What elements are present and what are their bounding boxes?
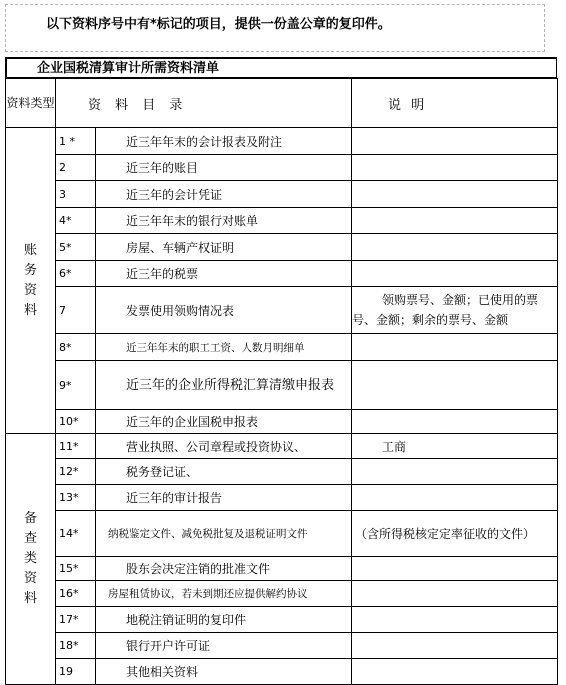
row-item: 发票使用领购情况表 bbox=[96, 287, 352, 334]
row-desc bbox=[352, 557, 558, 581]
table-row bbox=[6, 557, 558, 581]
row-number: 5* bbox=[56, 234, 96, 261]
row-number: 1 * bbox=[56, 128, 96, 155]
materials-table bbox=[5, 78, 558, 685]
table-row bbox=[6, 261, 558, 287]
table-row bbox=[6, 659, 558, 685]
row-desc bbox=[352, 261, 558, 287]
category-label: 备查类资料 bbox=[23, 511, 37, 606]
table-row bbox=[6, 607, 558, 633]
row-desc bbox=[352, 155, 558, 181]
table-header-row bbox=[6, 79, 558, 128]
row-number: 14* bbox=[56, 511, 96, 557]
table-row bbox=[6, 334, 558, 361]
row-item: 近三年年末的银行对账单 bbox=[96, 208, 352, 234]
row-number: 6* bbox=[56, 261, 96, 287]
header-description: 说 明 bbox=[352, 79, 558, 128]
row-number: 19 bbox=[56, 659, 96, 685]
notice-text: 以下资料序号中有*标记的项目，提供一份盖公章的复印件。 bbox=[46, 17, 391, 32]
row-number: 9* bbox=[56, 361, 96, 410]
table-row bbox=[6, 581, 558, 607]
row-number: 12* bbox=[56, 459, 96, 485]
table-row bbox=[6, 128, 558, 155]
row-item: 其他相关资料 bbox=[96, 659, 352, 685]
row-item: 近三年的账目 bbox=[96, 155, 352, 181]
table-row bbox=[6, 181, 558, 208]
row-item: 近三年年末的会计报表及附注 bbox=[96, 128, 352, 155]
row-desc: 工商 bbox=[352, 434, 558, 459]
notice-box bbox=[5, 4, 545, 52]
row-desc bbox=[352, 581, 558, 607]
table-row bbox=[6, 287, 558, 334]
table-row bbox=[6, 511, 558, 557]
table-row bbox=[6, 410, 558, 434]
row-desc bbox=[352, 459, 558, 485]
row-desc bbox=[352, 485, 558, 511]
row-item: 房屋租赁协议，若未到期还应提供解约协议 bbox=[96, 581, 352, 607]
header-category: 资料类型 bbox=[6, 79, 56, 128]
table-row bbox=[6, 459, 558, 485]
document-title: 企业国税清算审计所需资料清单 bbox=[5, 57, 557, 78]
row-number: 13* bbox=[56, 485, 96, 511]
table-row bbox=[6, 434, 558, 459]
row-item: 税务登记证、 bbox=[96, 459, 352, 485]
row-item: 近三年的企业国税申报表 bbox=[96, 410, 352, 434]
row-number: 17* bbox=[56, 607, 96, 633]
row-item: 纳税鉴定文件、减免税批复及退税证明文件 bbox=[96, 511, 352, 557]
row-item: 地税注销证明的复印件 bbox=[96, 607, 352, 633]
row-desc bbox=[352, 659, 558, 685]
row-desc bbox=[352, 128, 558, 155]
row-desc bbox=[352, 208, 558, 234]
row-desc bbox=[352, 607, 558, 633]
row-number: 7 bbox=[56, 287, 96, 334]
row-number: 4* bbox=[56, 208, 96, 234]
row-item: 银行开户许可证 bbox=[96, 633, 352, 659]
row-number: 10* bbox=[56, 410, 96, 434]
table-row bbox=[6, 633, 558, 659]
row-desc: 领购票号、金额；已使用的票号、金额；剩余的票号、金额 bbox=[352, 287, 558, 334]
table-row bbox=[6, 208, 558, 234]
row-desc bbox=[352, 234, 558, 261]
table-row bbox=[6, 361, 558, 410]
table-row bbox=[6, 485, 558, 511]
row-number: 2 bbox=[56, 155, 96, 181]
row-item: 营业执照、公司章程或投资协议、 bbox=[96, 434, 352, 459]
row-number: 11* bbox=[56, 434, 96, 459]
category-label: 账务资料 bbox=[23, 242, 37, 318]
row-item: 股东会决定注销的批准文件 bbox=[96, 557, 352, 581]
row-number: 18* bbox=[56, 633, 96, 659]
row-desc bbox=[352, 410, 558, 434]
row-number: 15* bbox=[56, 557, 96, 581]
row-item: 房屋、车辆产权证明 bbox=[96, 234, 352, 261]
row-item: 近三年的审计报告 bbox=[96, 485, 352, 511]
row-desc bbox=[352, 181, 558, 208]
header-catalog: 资 料 目 录 bbox=[56, 79, 352, 128]
table-row bbox=[6, 155, 558, 181]
row-desc bbox=[352, 334, 558, 361]
row-item: 近三年年末的职工工资、人数月明细单 bbox=[96, 334, 352, 361]
row-item: 近三年的税票 bbox=[96, 261, 352, 287]
table-row bbox=[6, 234, 558, 261]
row-desc: （含所得税核定定率征收的文件） bbox=[352, 511, 558, 557]
row-number: 8* bbox=[56, 334, 96, 361]
row-desc bbox=[352, 633, 558, 659]
row-desc bbox=[352, 361, 558, 410]
row-number: 3 bbox=[56, 181, 96, 208]
category-accounting bbox=[6, 128, 56, 434]
category-reference bbox=[6, 434, 56, 685]
row-item: 近三年的会计凭证 bbox=[96, 181, 352, 208]
row-number: 16* bbox=[56, 581, 96, 607]
row-item: 近三年的企业所得税汇算清缴申报表 bbox=[96, 361, 352, 410]
